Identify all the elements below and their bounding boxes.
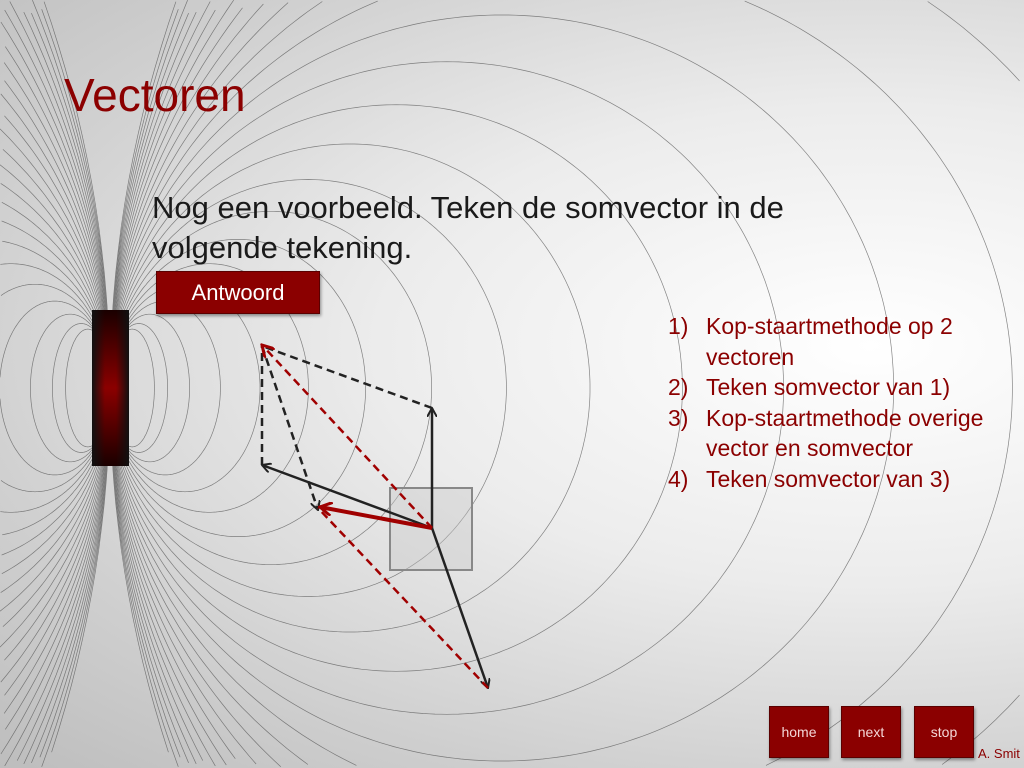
- step-text: Teken somvector van 1): [706, 374, 951, 400]
- dashed-helper-3: [262, 346, 318, 510]
- step-number: 1): [668, 313, 689, 339]
- stop-button[interactable]: stop: [914, 706, 974, 758]
- slide-body-text: Nog een voorbeeld. Teken de somvector in de volgende tekening.: [152, 190, 784, 265]
- dashed-helper-1: [262, 346, 432, 408]
- answer-button[interactable]: Antwoord: [156, 271, 320, 314]
- step-text: Kop-staartmethode op 2 vectoren: [706, 313, 953, 370]
- home-button[interactable]: home: [769, 706, 829, 758]
- step-item: [668, 372, 1008, 403]
- step-item: [668, 311, 1008, 372]
- step-text: Teken somvector van 3): [706, 465, 951, 492]
- steps-list: [668, 311, 1008, 494]
- step-number: 2): [668, 374, 689, 400]
- step-number: 4): [668, 465, 689, 492]
- slide-title: Vectoren: [64, 69, 246, 121]
- step-number: 3): [668, 404, 689, 431]
- step-item: [668, 464, 1008, 495]
- next-button[interactable]: next: [841, 706, 901, 758]
- step-text: Kop-staartmethode overige vector en somvector: [706, 404, 984, 461]
- author-label: A. Smit: [978, 746, 1020, 761]
- step-item: [668, 403, 1008, 464]
